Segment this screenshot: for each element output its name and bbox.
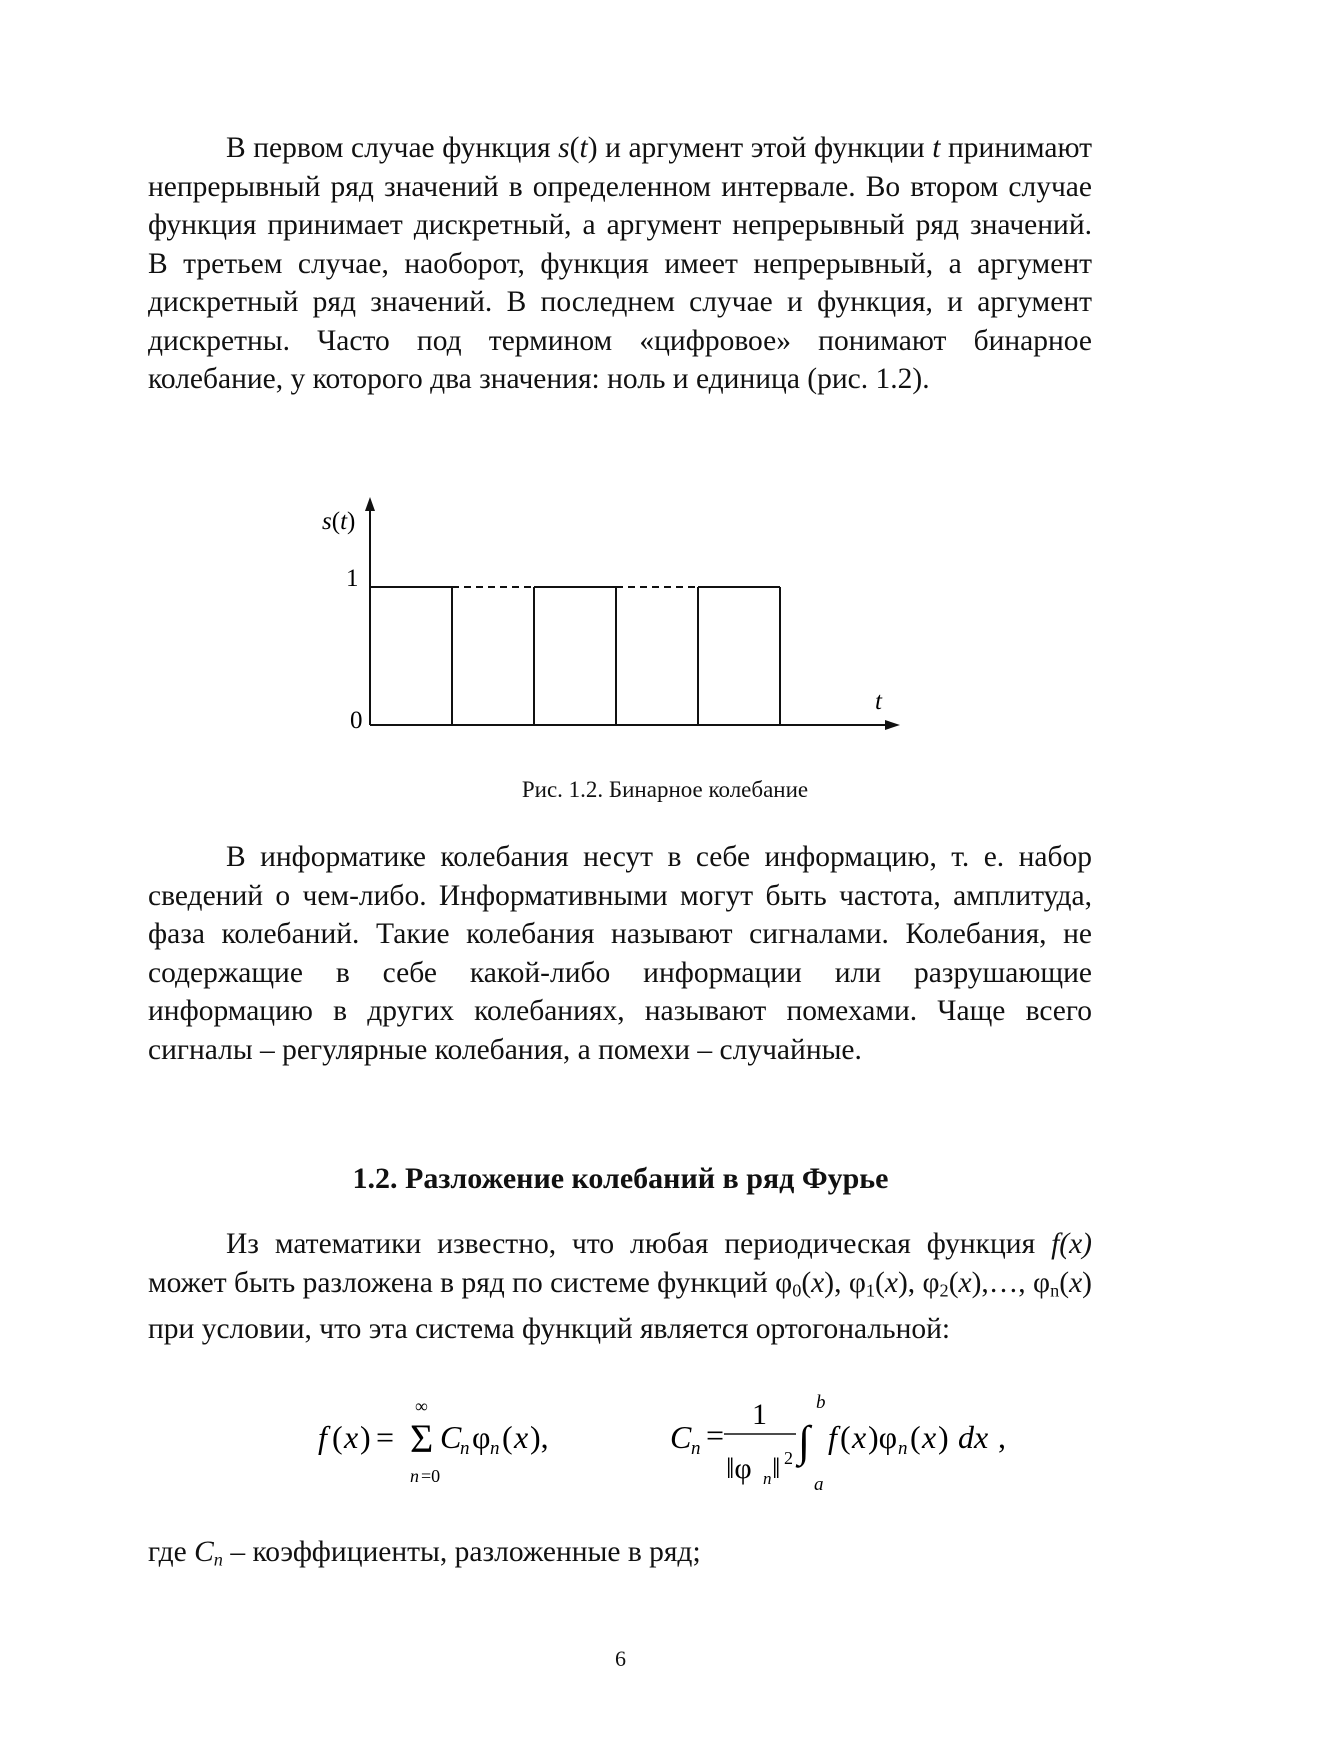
svg-text:n: n <box>691 1438 701 1459</box>
svg-text:f: f <box>318 1419 327 1455</box>
svg-text:φ: φ <box>472 1419 491 1455</box>
svg-text:(: ( <box>840 1419 851 1455</box>
svg-text:n: n <box>490 1438 500 1459</box>
svg-text:x: x <box>344 1419 359 1455</box>
paragraph-2 <box>148 838 1092 1069</box>
paragraph-2-text: В информатике колебания несут в себе информацию, т. е. набор сведений о чем-либо. Информативными могут быть частота, амплитуда, фаза колебаний. Такие колебания называют сигналами. Колебания, не содержащие в себе какой-либо информации или разрушающие информацию в других колебаниях, называют помехами. Чаще всего сигналы – регулярные колебания, а помехи – случайные. <box>148 841 1092 1066</box>
svg-text:=: = <box>706 1417 725 1453</box>
svg-text:∫: ∫ <box>798 1417 811 1466</box>
level-low-label: 0 <box>350 707 363 734</box>
section-heading: 1.2. Разложение колебаний в ряд Фурье <box>352 1162 889 1195</box>
svg-text:1: 1 <box>752 1398 767 1431</box>
svg-text:C: C <box>670 1419 692 1455</box>
svg-text:∞: ∞ <box>415 1396 428 1416</box>
y-axis-arrow <box>365 497 375 511</box>
coefficient-formula <box>670 1392 1006 1495</box>
svg-text:2: 2 <box>784 1448 793 1468</box>
svg-text:f: f <box>828 1419 837 1455</box>
svg-text:n: n <box>460 1438 470 1459</box>
paragraph-1 <box>148 129 1092 399</box>
formula-svg <box>148 1390 1092 1500</box>
y-axis-label: s(t) <box>322 508 356 535</box>
svg-text:n: n <box>898 1438 908 1459</box>
paragraph-3-text: Из математики известно, что любая периодическая функция f(x) может быть разложена в ряд по системе функций $\varphi_0(x)$, $\varphi_1(x)$, $\varphi_2(x),\dots$, $\varphi_n(x)$ при условии, что эта система функций является ортогональной: <box>148 1228 1092 1345</box>
svg-text:x: x <box>922 1419 937 1455</box>
pulse-group <box>370 587 780 725</box>
level-high-label: 1 <box>346 565 359 592</box>
svg-text:=: = <box>376 1419 395 1455</box>
svg-text:x: x <box>852 1419 867 1455</box>
svg-text:)φ: )φ <box>868 1419 898 1455</box>
svg-text:): ) <box>938 1419 949 1455</box>
svg-text:),: ), <box>530 1419 549 1455</box>
svg-text:dx: dx <box>958 1419 989 1455</box>
x-axis-label: t <box>875 688 882 715</box>
page-number: 6 <box>615 1646 626 1671</box>
paragraph-1-text: В первом случае функция s(t) и аргумент этой функции t принимают непрерывный ряд значений в определенном интервале. Во втором случае функция принимает дискретный, а аргумент непрерывный ряд значений. В третьем случае, наоборот, функция имеет непрерывный, а аргумент дискретный ряд значений. В последнем случае и функция, и аргумент дискретны. Часто под термином «цифровое» понимают бинарное колебание, у которого два значения: ноль и единица (рис. 1.2). <box>148 132 1093 395</box>
series-formula <box>318 1396 549 1486</box>
formula-block <box>148 1390 1092 1500</box>
svg-text:‖φ: ‖φ <box>726 1452 752 1485</box>
svg-text:): ) <box>360 1419 371 1455</box>
svg-text:‖: ‖ <box>772 1452 781 1485</box>
svg-text:n: n <box>410 1466 419 1486</box>
svg-text:,: , <box>998 1419 1006 1455</box>
svg-text:C: C <box>440 1419 462 1455</box>
binary-oscillation-figure <box>322 495 920 765</box>
x-axis-arrow <box>885 720 900 730</box>
figure-caption: Рис. 1.2. Бинарное колебание <box>521 777 809 802</box>
svg-text:(: ( <box>332 1419 343 1455</box>
svg-text:x: x <box>514 1419 529 1455</box>
svg-text:=0: =0 <box>421 1466 441 1486</box>
svg-text:b: b <box>816 1392 826 1413</box>
svg-text:a: a <box>814 1474 824 1495</box>
svg-text:(: ( <box>502 1419 513 1455</box>
svg-text:(: ( <box>910 1419 921 1455</box>
paragraph-3 <box>148 1225 1092 1348</box>
svg-text:Σ: Σ <box>410 1416 434 1461</box>
after-formula-text: где $C_n$ – коэффициенты, разложенные в ряд; <box>148 1536 701 1570</box>
svg-text:n: n <box>763 1469 772 1488</box>
